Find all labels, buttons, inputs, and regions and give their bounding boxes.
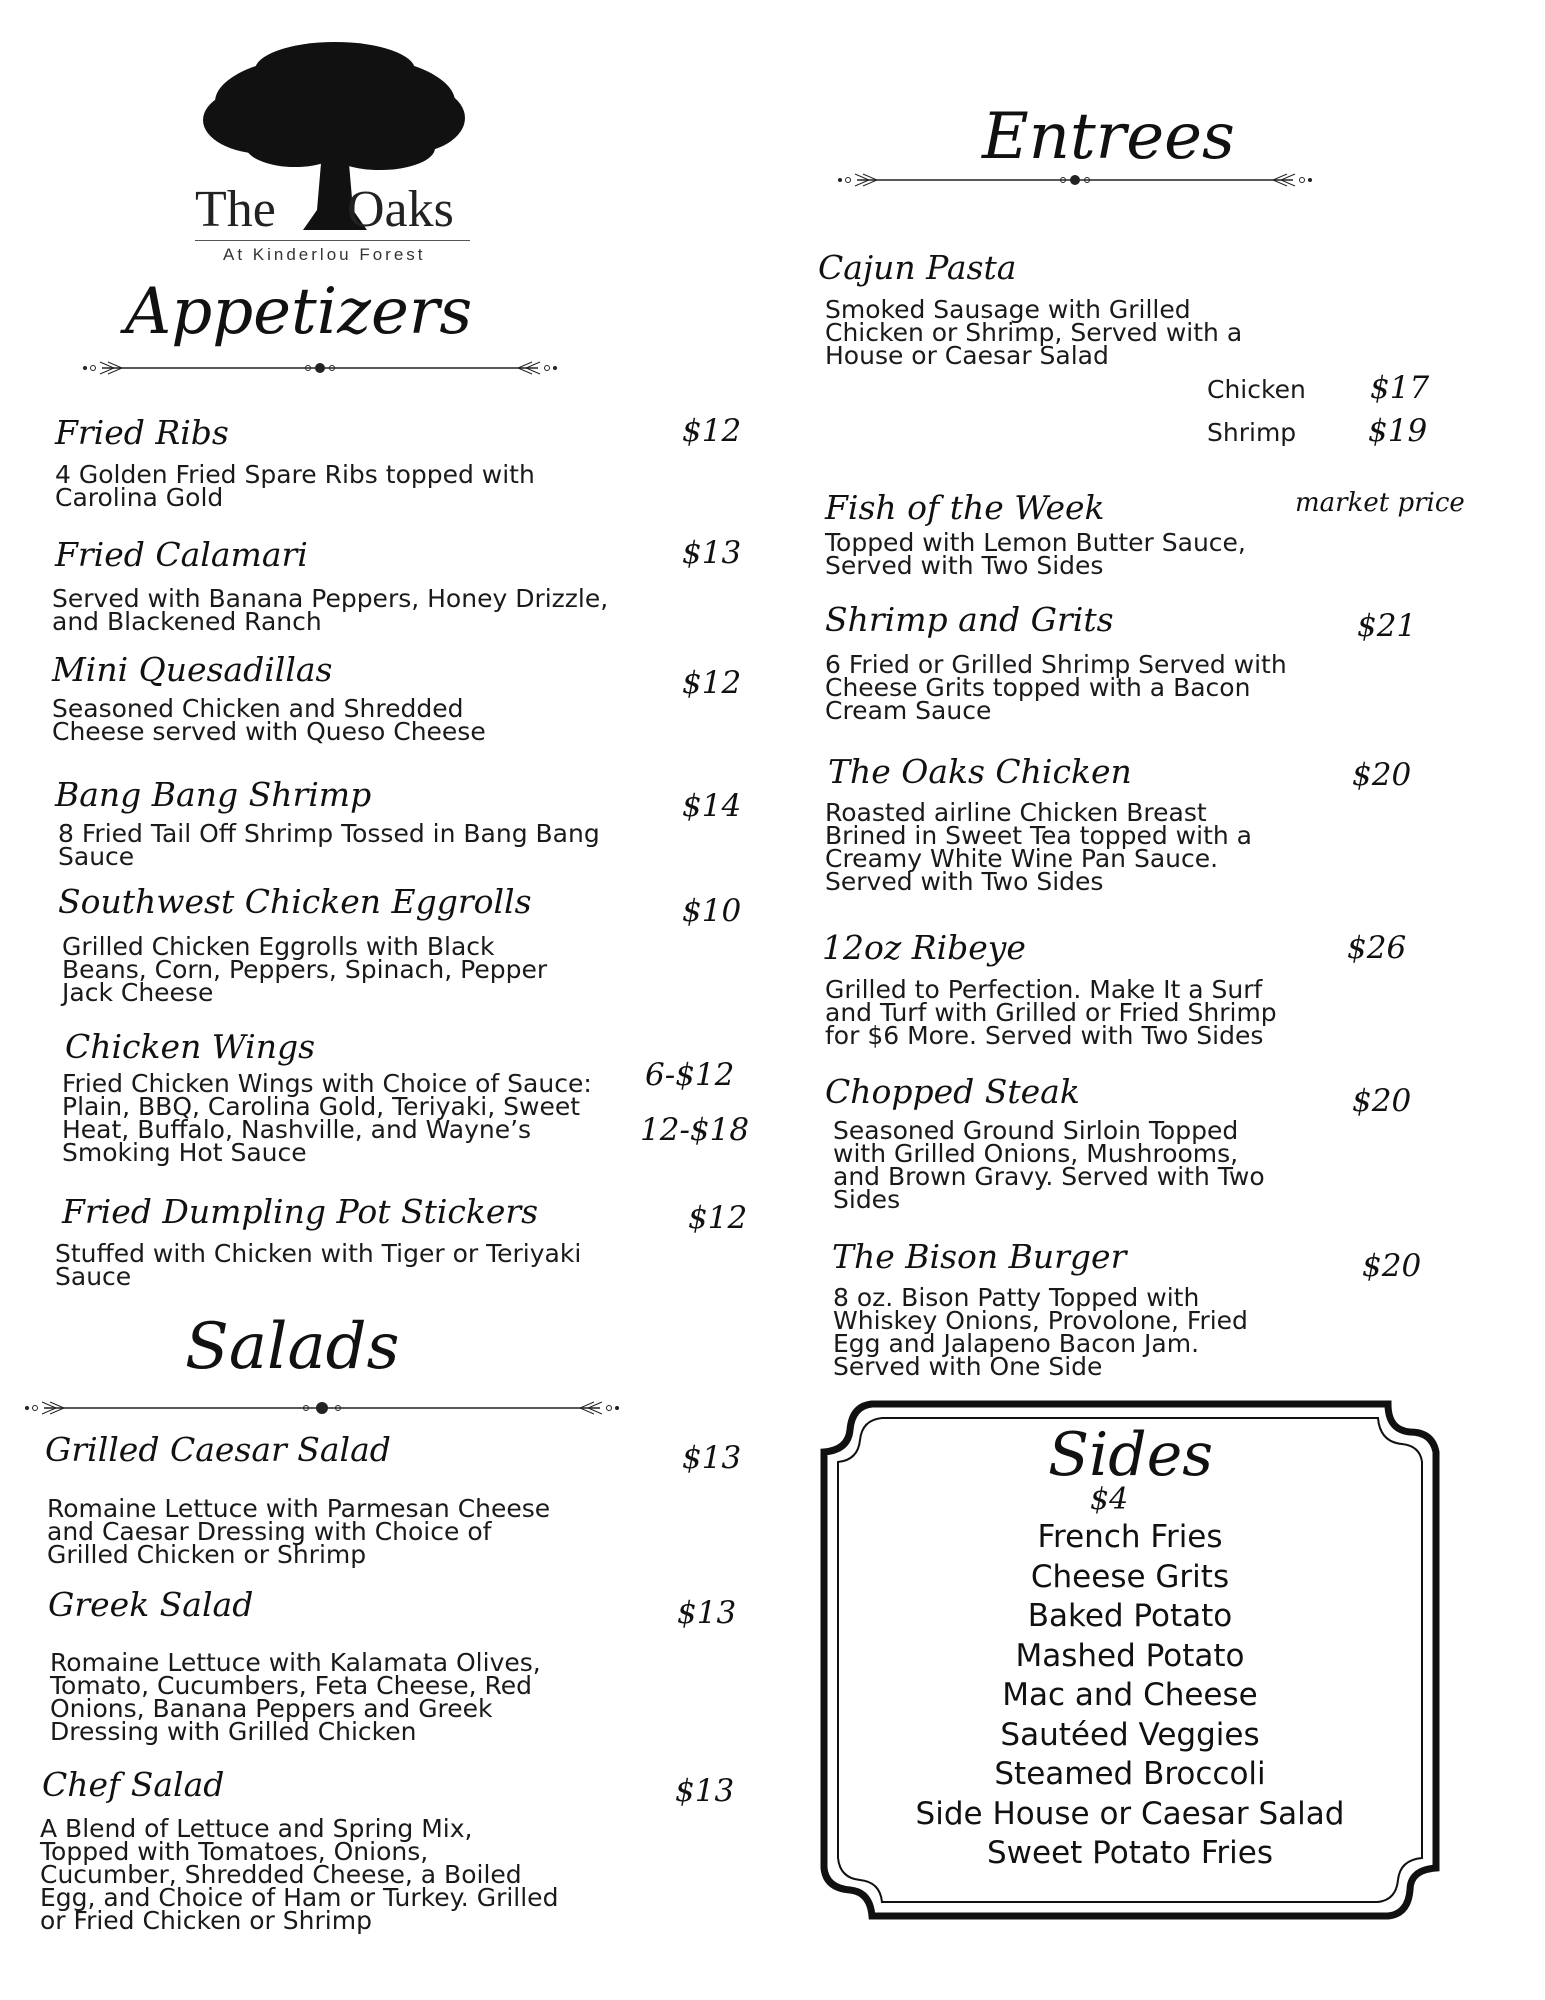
menu-item-price: $12 — [688, 1200, 748, 1236]
menu-item-price: $21 — [1357, 608, 1417, 644]
menu-item-price: $10 — [682, 893, 742, 929]
menu-item-name: Greek Salad — [48, 1585, 254, 1624]
menu-item-desc: Topped with Lemon Butter Sauce, Served with Two Sides — [825, 528, 1246, 580]
menu-item-price: $13 — [677, 1595, 737, 1631]
appetizers-title: Appetizers — [125, 275, 473, 349]
menu-item-price-secondary: 12-$18 — [640, 1112, 750, 1148]
menu-item-name: The Oaks Chicken — [828, 752, 1132, 791]
menu-item-name: Fried Ribs — [55, 413, 229, 452]
side-item: Mac and Cheese — [1002, 1677, 1258, 1713]
menu-item-price: $12 — [682, 413, 742, 449]
side-item: Mashed Potato — [1015, 1637, 1245, 1674]
logo — [195, 40, 475, 270]
side-item: Sweet Potato Fries — [986, 1835, 1274, 1871]
menu-item-price: $13 — [682, 535, 742, 571]
menu-item-desc: Served with Banana Peppers, Honey Drizzle, and Blackened Ranch — [52, 584, 609, 636]
menu-item-desc: 8 oz. Bison Patty Topped with Whiskey Onions, Provolone, Fried Egg and Jalapeno Bacon Jam. Served with One Side — [833, 1283, 1248, 1381]
logo-rule — [195, 240, 470, 241]
menu-item-desc: Romaine Lettuce with Parmesan Cheese and Caesar Dressing with Choice of Grilled Chicken or Shrimp — [47, 1494, 551, 1569]
menu-item-name: Mini Quesadillas — [52, 650, 333, 689]
menu-item-price: $20 — [1352, 757, 1412, 793]
menu-item-desc: Roasted airline Chicken Breast Brined in Sweet Tea topped with a Creamy White Wine Pan Sauce. Served with Two Sides — [825, 798, 1252, 896]
menu-item-desc: 6 Fried or Grilled Shrimp Served with Cheese Grits topped with a Bacon Cream Sauce — [825, 650, 1287, 725]
logo-subtitle: At Kinderlou Forest — [223, 245, 426, 264]
menu-item-desc: Grilled to Perfection. Make It a Surf and Turf with Grilled or Fried Shrimp for $6 More. Served with Two Sides — [825, 975, 1277, 1050]
side-item: French Fries — [1037, 1519, 1223, 1555]
sides-price: $4 — [1090, 1482, 1129, 1517]
side-item: Baked Potato — [1027, 1598, 1233, 1634]
menu-item-desc: Stuffed with Chicken with Tiger or Teriyaki Sauce — [55, 1239, 582, 1291]
sides-title: Sides — [1048, 1420, 1213, 1490]
option-label: Shrimp — [1207, 418, 1297, 447]
side-item: Sautéed Veggies — [1000, 1716, 1260, 1753]
menu-item-desc: Seasoned Ground Sirloin Topped with Grilled Onions, Mushrooms, and Brown Gravy. Served with Two Sides — [833, 1116, 1265, 1214]
menu-item-desc: 4 Golden Fried Spare Ribs topped with Carolina Gold — [55, 460, 535, 512]
menu-item-desc: A Blend of Lettuce and Spring Mix, Topped with Tomatoes, Onions, Cucumber, Shredded Cheese, a Boiled Egg, and Choice of Ham or Turkey. Grilled or Fried Chicken or Shrimp — [40, 1814, 559, 1935]
option-price: $17 — [1370, 370, 1430, 406]
menu-item-name: Fried Dumpling Pot Stickers — [62, 1192, 539, 1231]
menu-item-price: $14 — [682, 788, 742, 824]
menu-item-price: $20 — [1362, 1248, 1422, 1284]
menu-item-price: $13 — [682, 1440, 742, 1476]
menu-item-price: $12 — [682, 665, 742, 701]
salads-title: Salads — [185, 1310, 400, 1384]
sides-list — [860, 1518, 1400, 1874]
entrees-divider — [835, 170, 1315, 190]
menu-item-price: $20 — [1352, 1083, 1412, 1119]
menu-item-name: Chopped Steak — [825, 1072, 1080, 1111]
menu-item-price: market price — [1295, 488, 1465, 518]
menu-item-desc: Fried Chicken Wings with Choice of Sauce: Plain, BBQ, Carolina Gold, Teriyaki, Sweet Heat, Buffalo, Nashville, and Wayne’s Smoking Hot Sauce — [62, 1069, 592, 1167]
menu-item-name: Fish of the Week — [825, 488, 1105, 527]
side-item: Side House or Caesar Salad — [915, 1795, 1345, 1832]
menu-item-desc: 8 Fried Tail Off Shrimp Tossed in Bang Bang Sauce — [58, 819, 600, 871]
salads-divider — [22, 1398, 622, 1418]
menu-item-price: 6-$12 — [645, 1057, 735, 1093]
menu-item-name: 12oz Ribeye — [822, 928, 1026, 967]
option-label: Chicken — [1207, 375, 1306, 404]
menu-item-name: Chef Salad — [42, 1765, 225, 1804]
menu-item-name: Fried Calamari — [55, 535, 308, 574]
side-item: Cheese Grits — [1030, 1558, 1230, 1595]
logo-name-left: The — [195, 181, 276, 238]
menu-item-name: The Bison Burger — [832, 1237, 1127, 1276]
menu-item-price: $26 — [1347, 930, 1407, 966]
logo-name-right: Oaks — [347, 181, 454, 238]
menu-item-desc: Smoked Sausage with Grilled Chicken or Shrimp, Served with a House or Caesar Salad — [825, 295, 1243, 370]
menu-item-desc: Grilled Chicken Eggrolls with Black Beans, Corn, Peppers, Spinach, Pepper Jack Cheese — [62, 932, 548, 1007]
menu-item-name: Shrimp and Grits — [825, 600, 1114, 639]
menu-item-name: Chicken Wings — [65, 1027, 316, 1066]
menu-item-name: Grilled Caesar Salad — [45, 1430, 391, 1469]
side-item: Steamed Broccoli — [994, 1756, 1266, 1792]
entrees-title: Entrees — [982, 100, 1235, 174]
appetizers-divider — [80, 358, 560, 378]
menu-item-price: $13 — [675, 1773, 735, 1809]
menu-item-name: Cajun Pasta — [818, 248, 1017, 287]
menu-item-desc: Romaine Lettuce with Kalamata Olives, Tomato, Cucumbers, Feta Cheese, Red Onions, Banana Peppers and Greek Dressing with Grilled Chicken — [50, 1648, 541, 1746]
menu-item-name: Bang Bang Shrimp — [55, 775, 372, 814]
option-price: $19 — [1368, 413, 1428, 449]
menu-item-desc: Seasoned Chicken and Shredded Cheese served with Queso Cheese — [52, 694, 486, 746]
menu-item-name: Southwest Chicken Eggrolls — [58, 882, 532, 921]
